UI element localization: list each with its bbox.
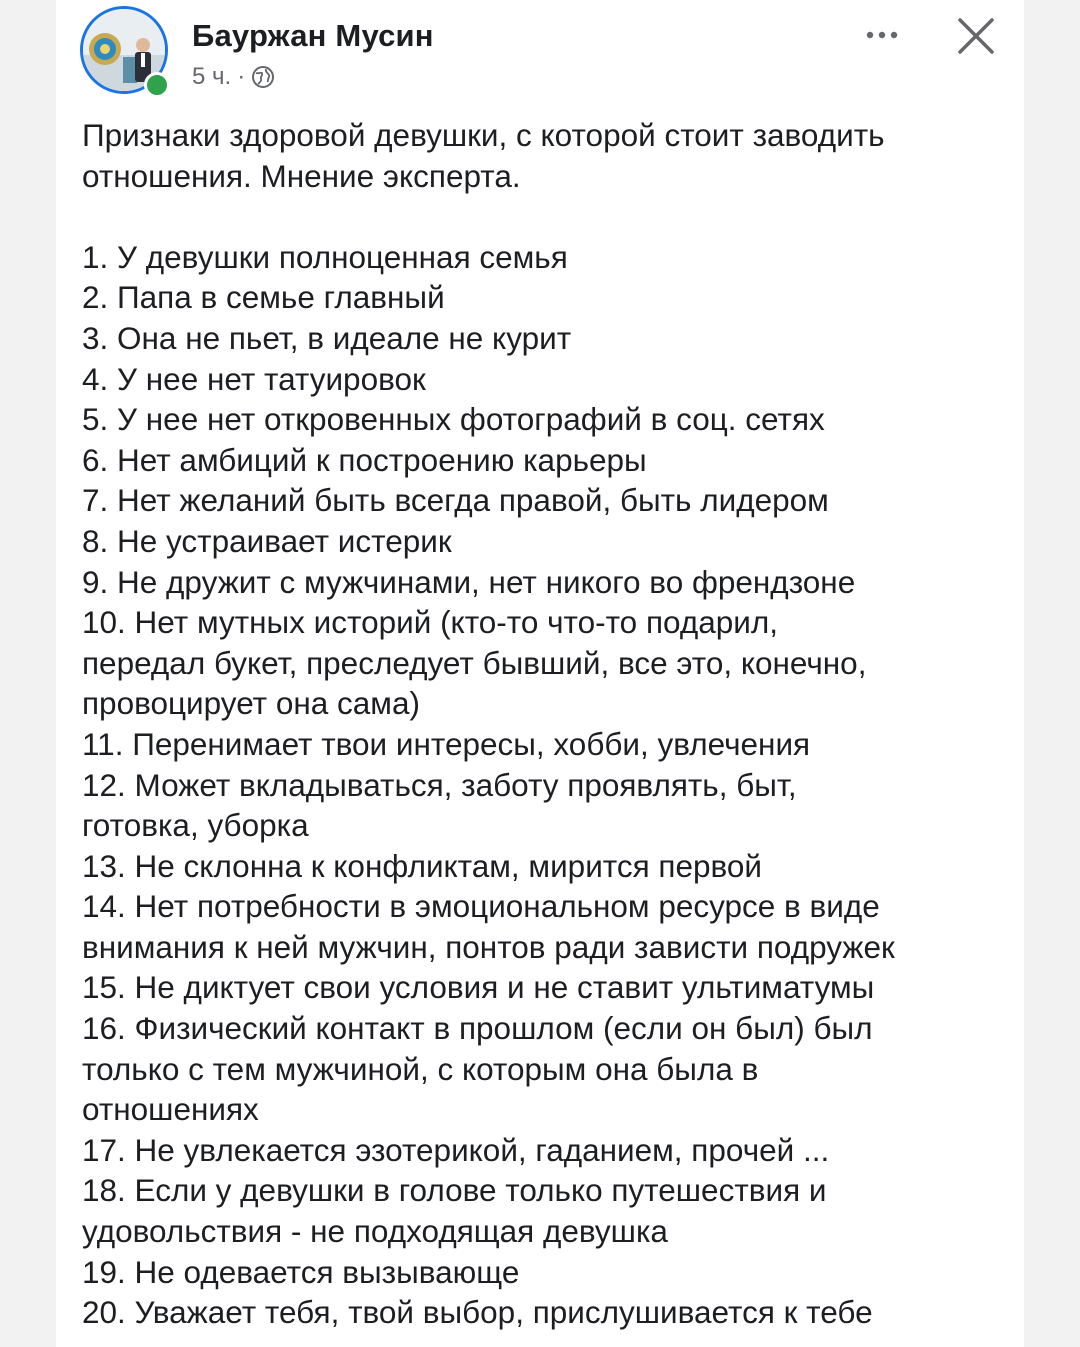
- list-line: 19. Не одевается вызывающе: [82, 1253, 520, 1290]
- author-name[interactable]: Бауржан Мусин: [192, 18, 434, 53]
- list-line: передал букет, преследует бывший, все это, конечно,: [82, 644, 867, 681]
- close-icon: [952, 47, 1000, 64]
- list-line: 9. Не дружит с мужчинами, нет никого во френдзоне: [82, 563, 856, 600]
- list-line: 18. Если у девушки в голове только путешествия и: [82, 1172, 827, 1209]
- post-meta: [192, 62, 275, 92]
- intro-line: Признаки здоровой девушки, с которой стоит заводить: [82, 117, 885, 153]
- list-line: 5. У нее нет откровенных фотографий в соц. сетях: [82, 401, 825, 438]
- list-line: отношениях: [82, 1091, 259, 1128]
- list-line: 11. Перенимает твои интересы, хобби, увлечения: [82, 725, 811, 762]
- list-line: 8. Не устраивает истерик: [82, 522, 452, 559]
- list-line: 2. Папа в семье главный: [82, 279, 445, 316]
- list-line: 1. У девушки полноценная семья: [82, 238, 568, 275]
- list-line: 12. Может вкладываться, заботу проявлять, быт,: [82, 766, 797, 803]
- list-line: удовольствия - не подходящая девушка: [82, 1213, 668, 1250]
- list-line: 15. Не диктует свои условия и не ставит ультиматумы: [82, 969, 875, 1006]
- post-card: [56, 0, 1024, 1347]
- post-header: [80, 6, 1000, 102]
- post-intro: [82, 115, 1002, 196]
- list-line: 3. Она не пьет, в идеале не курит: [82, 319, 572, 356]
- meta-separator: ·: [237, 63, 246, 90]
- post-list: [82, 237, 1002, 1333]
- intro-line: отношения. Мнение эксперта.: [82, 157, 521, 194]
- list-line: провоцирует она сама): [82, 685, 420, 722]
- list-line: внимания к ней мужчин, понтов ради зависти подружек: [82, 928, 895, 965]
- list-line: 6. Нет амбиций к построению карьеры: [82, 441, 647, 478]
- list-line: 17. Не увлекается эзотерикой, гаданием, прочей ...: [82, 1131, 830, 1168]
- list-line: 14. Нет потребности в эмоциональном ресурсе в виде: [82, 888, 880, 925]
- globe-icon[interactable]: [251, 65, 275, 89]
- more-dots-icon: [860, 37, 904, 54]
- more-options-button[interactable]: [860, 20, 904, 50]
- list-line: 7. Нет желаний быть всегда правой, быть лидером: [82, 482, 829, 519]
- list-line: 20. Уважает тебя, твой выбор, прислушивается к тебе: [82, 1294, 873, 1331]
- post-time[interactable]: 5 ч.: [192, 63, 232, 90]
- list-line: 16. Физический контакт в прошлом (если он был) был: [82, 1010, 873, 1047]
- close-button[interactable]: [952, 12, 1000, 60]
- list-line: 10. Нет мутных историй (кто-то что-то подарил,: [82, 604, 778, 641]
- post-text: [82, 115, 1002, 1333]
- list-line: только с тем мужчиной, с которым она была в: [82, 1050, 759, 1087]
- author-avatar[interactable]: [80, 6, 172, 98]
- list-line: 4. У нее нет татуировок: [82, 360, 426, 397]
- online-status-dot: [144, 72, 170, 98]
- list-line: 13. Не склонна к конфликтам, мирится первой: [82, 847, 763, 884]
- list-line: готовка, уборка: [82, 807, 309, 844]
